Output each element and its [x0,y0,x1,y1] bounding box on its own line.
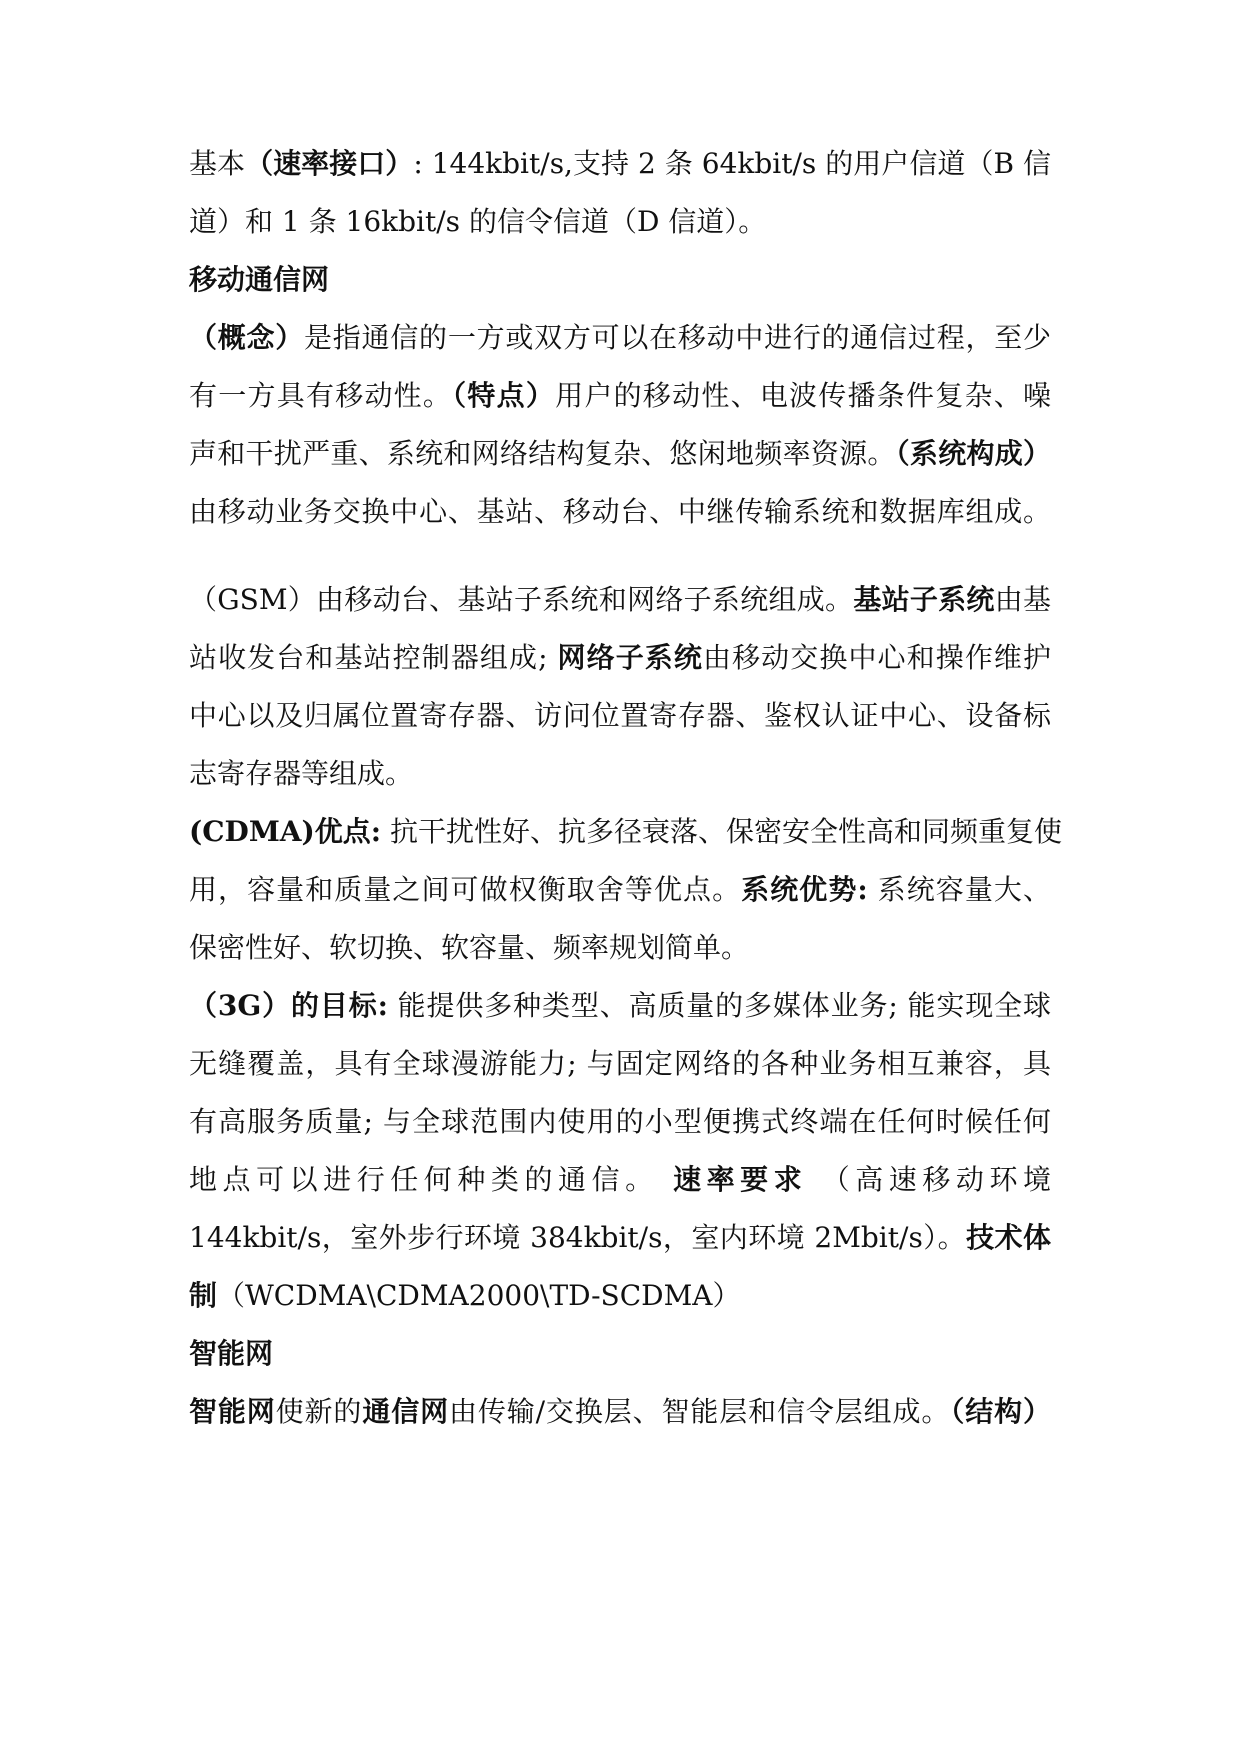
text: 144kbit/s，室外步行环境 384kbit/s，室内环境 2Mbit/s）。 [189,1221,967,1254]
text: 系统容量大、 [867,873,1051,906]
bold-term: （速率接口） [245,147,414,180]
paragraph-gsm-line-1 [189,580,1051,620]
bold-term: 制 [189,1279,218,1312]
heading-text: 移动通信网 [189,263,330,296]
text: 抗干扰性好、抗多径衰落、保密安全性高和同频重复使 [381,815,1063,848]
text: 道）和 1 条 16kbit/s 的信令信道（D 信道）。 [189,205,767,238]
paragraph-cdma-line-2 [189,870,1051,910]
text: 有一方具有移动性。 [189,379,453,412]
bold-term: （结构） [950,1395,1051,1428]
text: 中心以及归属位置寄存器、访问位置寄存器、鉴权认证中心、设备标 [189,699,1051,732]
bold-term: 技术体 [966,1221,1051,1254]
bold-term: 网络子系统 [557,641,703,674]
text: : 144kbit/s,支持 2 条 64kbit/s 的用户信道（B 信 [413,147,1051,180]
bold-term: （特点） [452,379,556,412]
text: 由基 [994,583,1051,616]
heading-mobile-network [189,260,1051,300]
bold-term: 智能网 [189,1395,276,1428]
paragraph-3g-line-3 [189,1102,1051,1142]
text: 使新的 [275,1395,363,1428]
text: （GSM）由移动台、基站子系统和网络子系统组成。 [189,583,854,616]
text: （WCDMA\CDMA2000\TD-SCDMA） [217,1279,741,1312]
bold-term: 系统优势: [741,873,868,906]
paragraph-3g-line-4 [189,1160,1051,1200]
text: 基本 [189,147,246,180]
paragraph-mobile-line-4 [189,492,1051,532]
paragraph-3g-line-2 [189,1044,1051,1084]
text: 地点可以进行任何种类的通信。 [189,1163,659,1196]
text: 用，容量和质量之间可做权衡取舍等优点。 [189,873,742,906]
paragraph-mobile-line-1 [189,318,1051,358]
bold-term: 通信网 [362,1395,449,1428]
paragraph-gsm-line-3 [189,696,1051,736]
bold-term: （系统构成） [895,437,1051,470]
text: 志寄存器等组成。 [189,757,414,790]
text: 保密性好、软切换、软容量、频率规划简单。 [189,931,750,964]
paragraph-gsm-line-4 [189,754,1051,794]
paragraph-gsm-line-2 [189,638,1051,678]
heading-text: 智能网 [189,1337,274,1370]
text: 能提供多种类型、高质量的多媒体业务; 能实现全球 [387,989,1051,1022]
paragraph-basic-rate-line-2 [189,202,1051,242]
text: （高速移动环境 [821,1163,1051,1196]
paragraph-cdma-line-1 [189,812,1063,852]
paragraph-3g-line-6 [189,1276,1051,1316]
paragraph-basic-rate-line-1 [189,144,1051,184]
paragraph-mobile-line-3 [189,434,1051,474]
text: 有高服务质量; 与全球范围内使用的小型便携式终端在任何时候任何 [189,1105,1051,1138]
text: 由移动交换中心和操作维护 [703,641,1051,674]
heading-intelligent-network [189,1334,1051,1374]
paragraph-intelligent-line-1 [189,1392,1051,1432]
bold-term: (CDMA)优点: [189,815,382,848]
bold-term: 基站子系统 [853,583,995,616]
paragraph-cdma-line-3 [189,928,1051,968]
text: 声和干扰严重、系统和网络结构复杂、悠闲地频率资源。 [189,437,896,470]
text: 由传输/交换层、智能层和信令层组成。 [448,1395,951,1428]
bold-term: 速率要求 [673,1163,808,1196]
bold-term: （3G）的目标: [189,989,388,1022]
bold-term: （概念） [189,321,305,354]
text: 站收发台和基站控制器组成; [189,641,548,674]
text: 是指通信的一方或双方可以在移动中进行的通信过程，至少 [304,321,1051,354]
text: 由移动业务交换中心、基站、移动台、中继传输系统和数据库组成。 [189,495,1051,528]
paragraph-3g-line-1 [189,986,1051,1026]
text: 无缝覆盖，具有全球漫游能力; 与固定网络的各种业务相互兼容，具 [189,1047,1051,1080]
text: 用户的移动性、电波传播条件复杂、噪 [555,379,1051,412]
paragraph-3g-line-5 [189,1218,1051,1258]
paragraph-mobile-line-2 [189,376,1051,416]
